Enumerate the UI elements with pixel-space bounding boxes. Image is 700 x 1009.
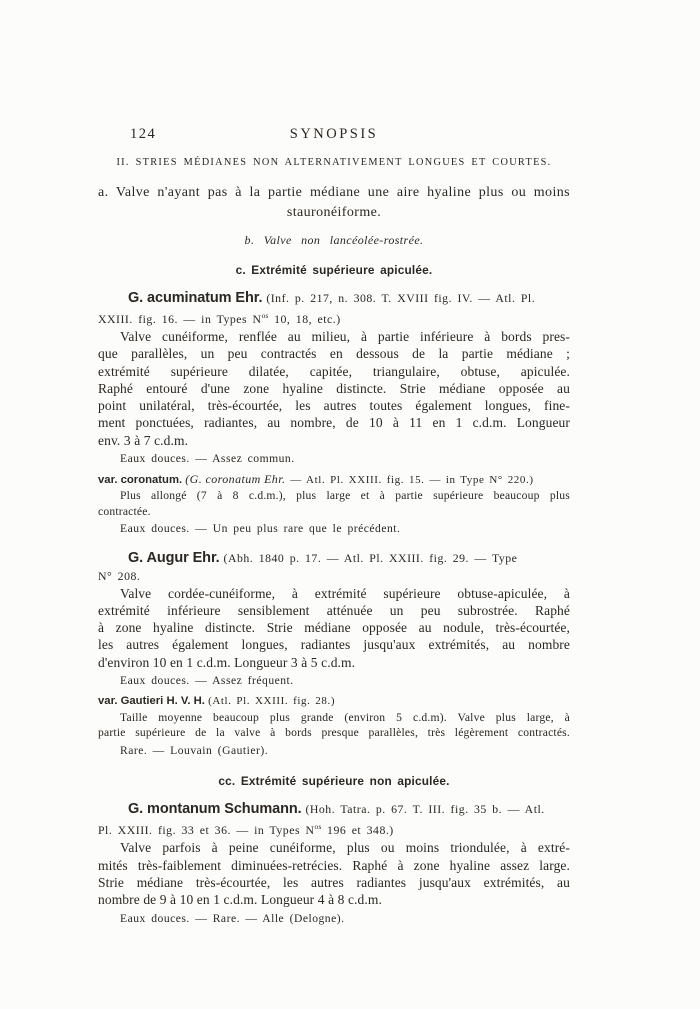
species-description-acuminatum: Valve cunéiforme, renflée au milieu, à partie inférieure à bords pres- que parallèles, un peu contractés en dessous de la partie médiane ; extrémité supérieure dilatée, capitée, triangulaire, obtuse, apiculée. Raphé entouré d'une zone hyaline distincte. Strie médiane opposée au point unilatéral, très-écourtée, les autres toutes également longues, fine- ment ponctuées, radiantes, au nombre, de 10 à 11 en 1 c.d.m. Longueur env. 3 à 7 c.d.m. (98, 328, 570, 448)
rubric-stries-medianes: II. STRIES MÉDIANES NON ALTERNATIVEMENT LONGUES ET COURTES. (116, 157, 552, 168)
species-description-augur: Valve cordée-cunéiforme, à extrémité supérieure obtuse-apiculée, à extrémité inférieure sensiblement atténuée un peu subrostrée. Raphé à zone hyaline distincte. Strie médiane opposée au nodule, très-écourtée, les autres également longues, radiantes jusqu'aux extrémités, au nombre d'environ 10 en 1 c.d.m. Longueur 3 à 5 c.d.m. (98, 585, 570, 670)
variety-heading-coronatum: var. coronatum. (G. coronatum Ehr. — Atl. Pl. XXIII. fig. 15. — in Type N° 220.) (98, 471, 534, 486)
species-heading-augur: G. Augur Ehr. (Abh. 1840 p. 17. — Atl. Pl. XXIII. fig. 29. — Type N° 208. (98, 549, 518, 583)
species-heading-montanum: G. montanum Schumann. (Hoh. Tatra. p. 67. T. III. fig. 35 b. — Atl. Pl. XXIII. fig. 33 et 36. — in Types $N^{os}$ 196 et 348.) (98, 801, 545, 838)
variety-description-coronatum: Plus allongé (7 à 8 c.d.m.), plus large et à partie supérieure beaucoup plus contractée. (98, 489, 570, 518)
habitat-note-acuminatum: Eaux douces. — Assez commun. (120, 452, 295, 465)
habitat-note-gautieri: Rare. — Louvain (Gautier). (120, 743, 269, 757)
rubric-a-valve: a. Valve n'ayant pas à la partie médiane une aire hyaline plus ou moins stauronéiforme. (98, 185, 570, 220)
habitat-note-coronatum: Eaux douces. — Un peu plus rare que le précédent. (120, 522, 401, 535)
habitat-note-augur: Eaux douces. — Assez fréquent. (120, 673, 294, 687)
variety-heading-gautieri: var. Gautieri H. V. H. (Atl. Pl. XXIII. fig. 28.) (98, 695, 336, 708)
species-section-acuminatum (98, 289, 570, 537)
rubric-b-valve: b. Valve non lancéolée-rostrée. (244, 233, 424, 247)
variety-description-gautieri: Taille moyenne beaucoup plus grande (environ 5 c.d.m). Valve plus large, à partie supérieure de la valve à bords presque parallèles, très légèrement contractés. (98, 710, 570, 740)
species-section-montanum (98, 800, 570, 926)
rubric-cc-non-apiculee: cc. Extrémité supérieure non apiculée. (218, 774, 450, 789)
species-section-augur (98, 549, 570, 759)
rubric-c-apiculee: c. Extrémité supérieure apiculée. (235, 263, 433, 277)
habitat-note-montanum: Eaux douces. — Rare. — Alle (Delogne). (120, 911, 345, 925)
page-header (98, 126, 570, 143)
running-head: SYNOPSIS (289, 126, 379, 142)
species-description-montanum: Valve parfois à peine cunéiforme, plus ou moins triondulée, à extré- mités très-faiblement diminuées-retrécies. Raphé à zone hyaline assez large. Strie médiane très-écourtée, les autres radiantes jusqu'aux extrémités, au nombre de 9 à 10 en 1 c.d.m. Longueur 4 à 8 c.d.m. (98, 840, 570, 908)
page-number: 124 (130, 126, 157, 142)
species-heading-acuminatum: G. acuminatum Ehr. (Inf. p. 217, n. 308. T. XVIII fig. IV. — Atl. Pl. XXIII. fig. 16. — in Types $N^{os}$ 10, 18, etc.) (98, 290, 536, 326)
